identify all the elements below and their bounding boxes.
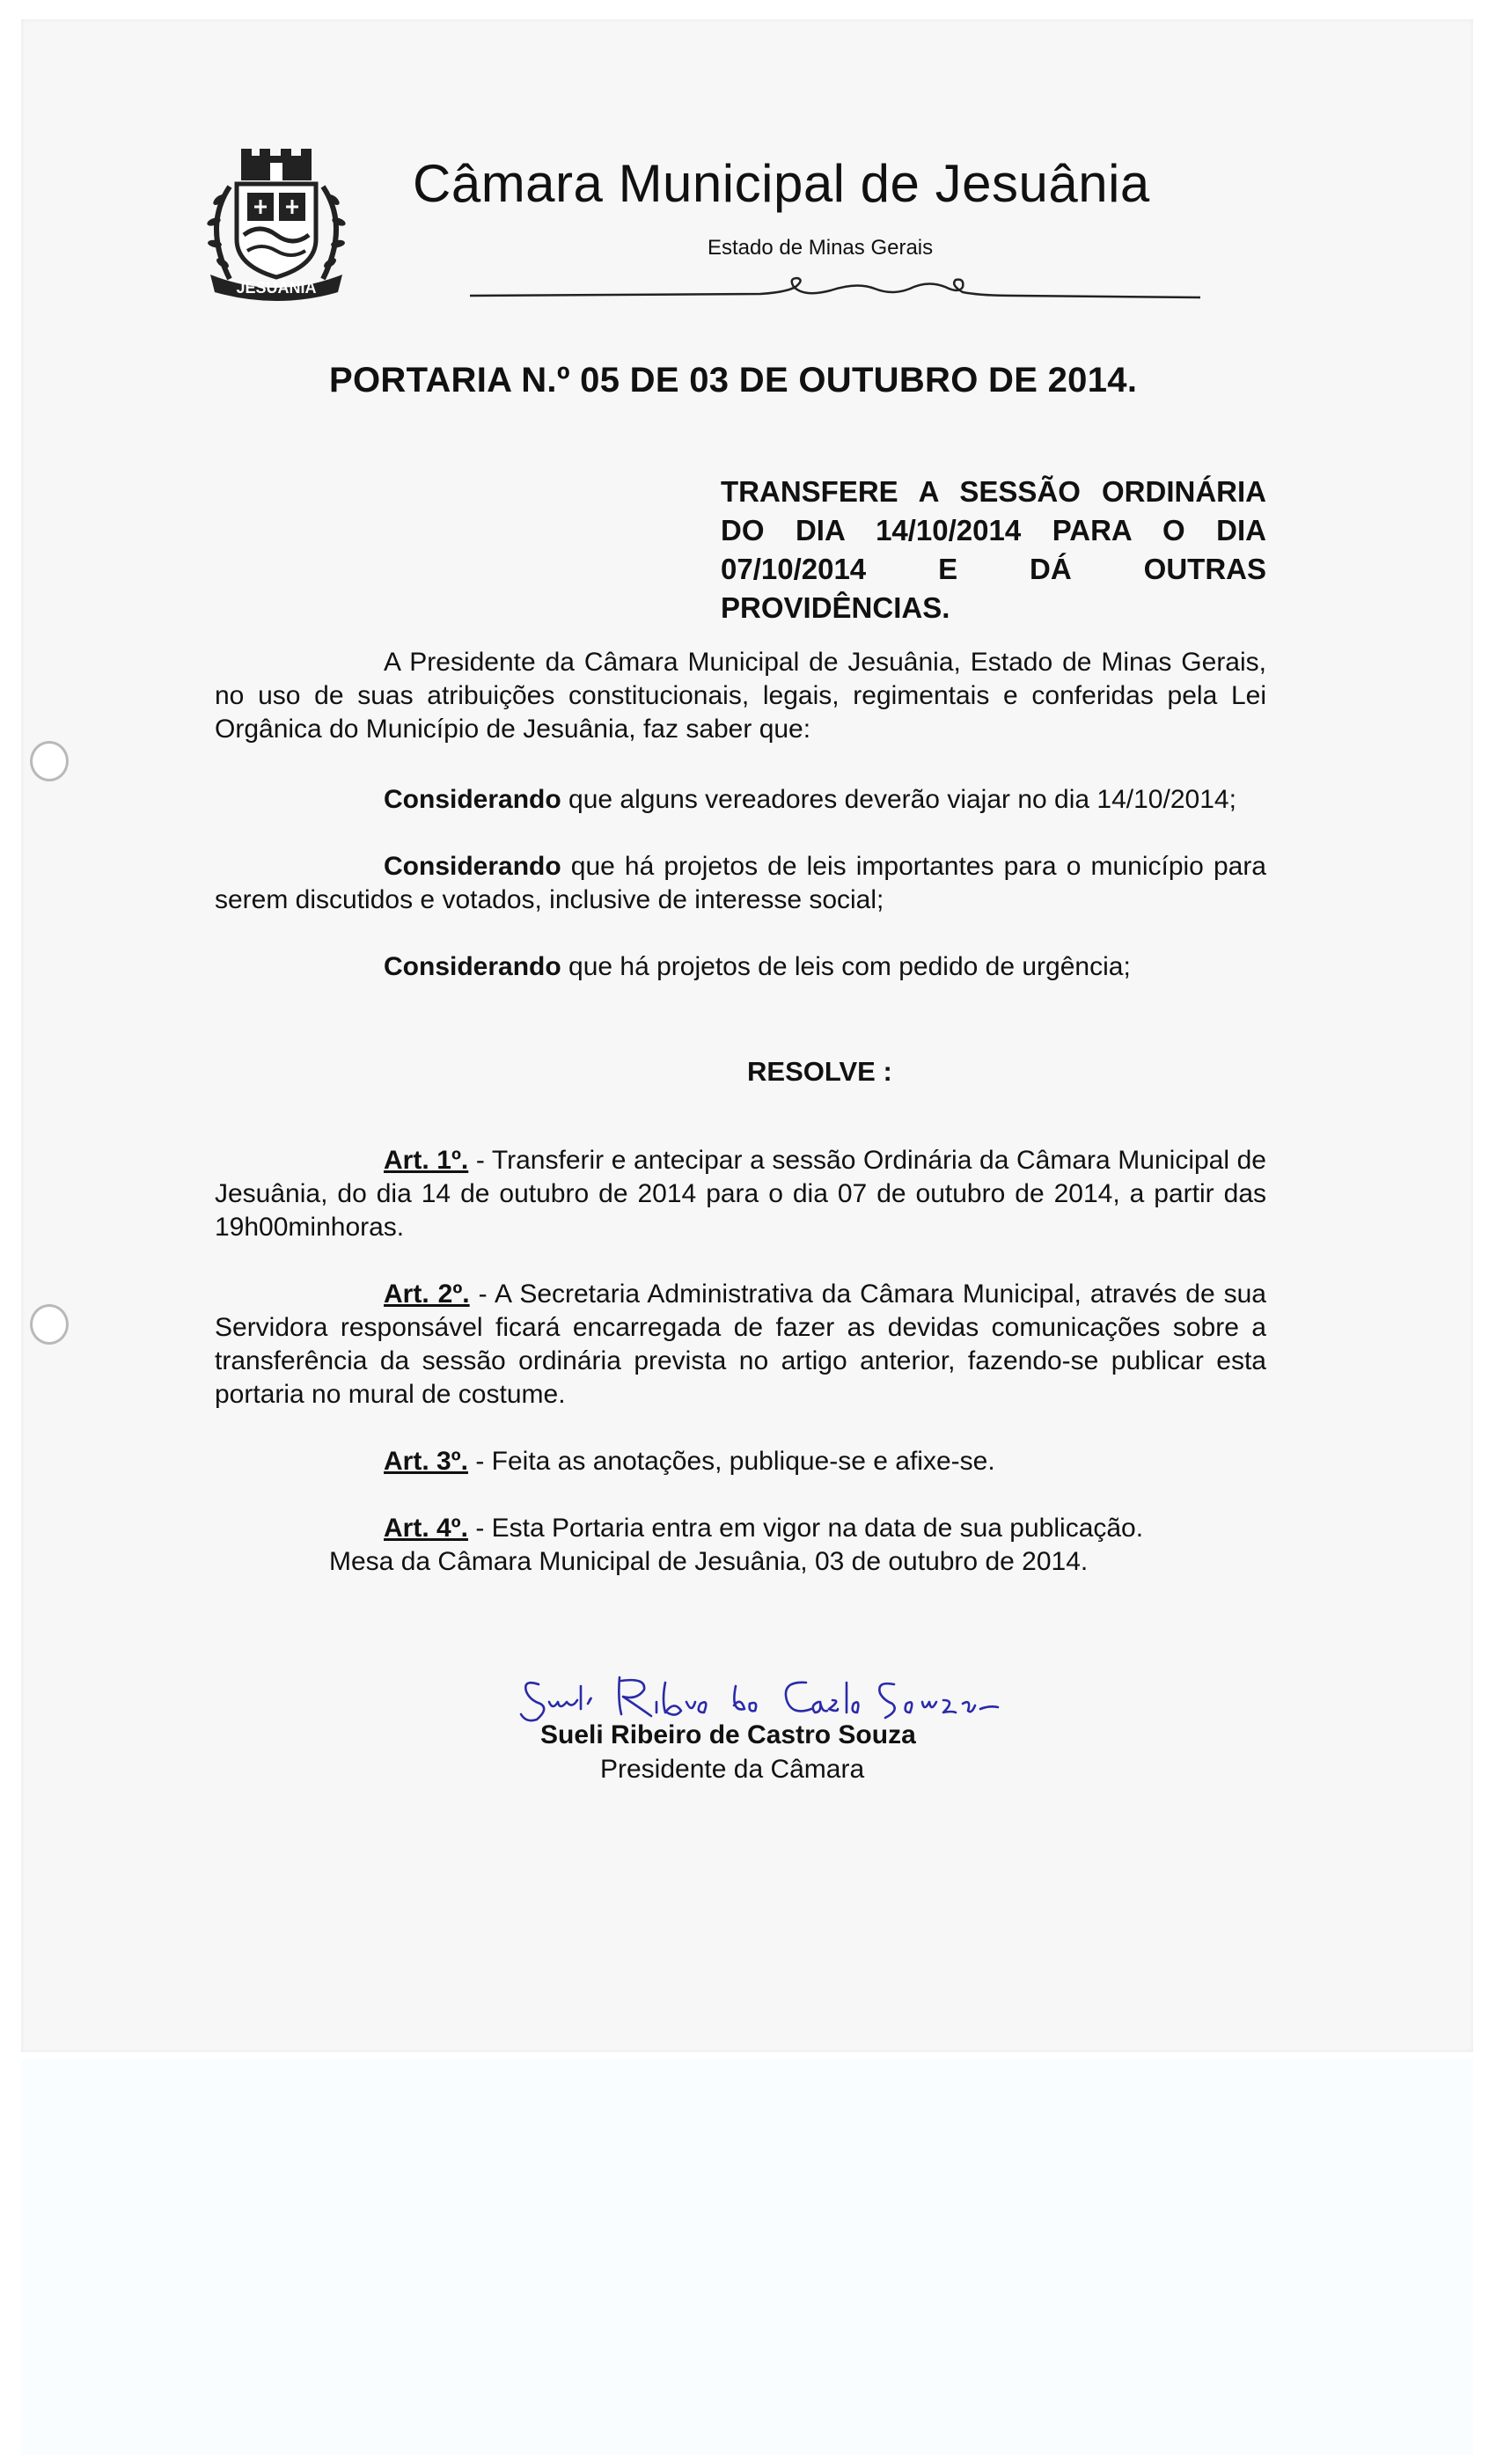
ementa-line: 07/10/2014 E DÁ OUTRAS — [721, 553, 1266, 585]
crest-emblem — [193, 147, 360, 310]
institution-title: Câmara Municipal de Jesuânia — [413, 154, 1150, 213]
closing-line: Mesa da Câmara Municipal de Jesuânia, 03 de outubro de 2014. — [329, 1547, 1089, 1576]
considerando-paragraph — [215, 950, 1266, 984]
article-text: - Transferir e antecipar a sessão Ordinária da Câmara Municipal de Jesuânia, do dia 14 de outubro de 2014 para o dia 07 de outubro de 2014, a partir das 19h00minhoras. — [215, 1146, 1266, 1242]
crest-ribbon-text: JESUÂNIA — [236, 279, 317, 297]
ementa-line: TRANSFERE A SESSÃO ORDINÁRIA — [721, 475, 1266, 508]
article-label: Art. 4º. — [384, 1514, 468, 1543]
punch-hole — [30, 741, 69, 781]
document-page — [21, 19, 1473, 2052]
article-text: - Esta Portaria entra em vigor na data de sua publicação. — [467, 1514, 1144, 1543]
ementa-line: PROVIDÊNCIAS. — [721, 591, 950, 624]
article-label: Art. 1º. — [384, 1146, 469, 1175]
article-label: Art. 2º. — [384, 1280, 470, 1309]
article-paragraph — [215, 1445, 1266, 1478]
header-ornament — [470, 268, 1200, 312]
handwritten-signature — [514, 1665, 1016, 1727]
considerando-text: que há projetos de leis importantes para o município para serem discutidos e votados, inclusive de interesse social; — [215, 852, 1266, 914]
ementa-block — [721, 473, 1266, 627]
signatory-role: Presidente da Câmara — [600, 1755, 865, 1784]
considerando-text: que alguns vereadores deverão viajar no dia 14/10/2014; — [561, 785, 1236, 814]
document-heading: PORTARIA N.º 05 DE 03 DE OUTUBRO DE 2014. — [329, 361, 1138, 400]
article-text: - A Secretaria Administrativa da Câmara Municipal, através de sua Servidora responsável ficará encarregada de fazer as devidas comunicações sobre a transferência da sessão ordinária prevista no artigo anterior, fazendo-se publicar esta portaria no mural de costume. — [215, 1280, 1266, 1409]
ementa-line: DO DIA 14/10/2014 PARA O DIA — [721, 514, 1266, 546]
considerando-lead: Considerando — [384, 852, 561, 881]
article-paragraph — [215, 1144, 1266, 1244]
considerando-lead: Considerando — [384, 785, 561, 814]
article-text: - Feita as anotações, publique-se e afixe-se. — [467, 1447, 995, 1476]
institution-state: Estado de Minas Gerais — [708, 236, 934, 260]
article-paragraph — [215, 1278, 1266, 1412]
resolve-heading: RESOLVE : — [747, 1056, 892, 1087]
punch-hole — [30, 1304, 69, 1345]
signatory-name: Sueli Ribeiro de Castro Souza — [540, 1720, 916, 1749]
scan-margin — [21, 2059, 1473, 2455]
considerando-paragraph — [215, 783, 1266, 817]
considerando-paragraph — [215, 850, 1266, 917]
article-label: Art. 3º. — [384, 1447, 468, 1476]
preamble-paragraph: A Presidente da Câmara Municipal de Jesuânia, Estado de Minas Gerais, no uso de suas atribuições constitucionais, legais, regimentais e conferidas pela Lei Orgânica do Município de Jesuânia, faz saber que: — [215, 648, 1266, 744]
considerando-lead: Considerando — [384, 952, 561, 981]
article-paragraph — [215, 1512, 1266, 1545]
considerando-text: que há projetos de leis com pedido de urgência; — [561, 952, 1131, 981]
